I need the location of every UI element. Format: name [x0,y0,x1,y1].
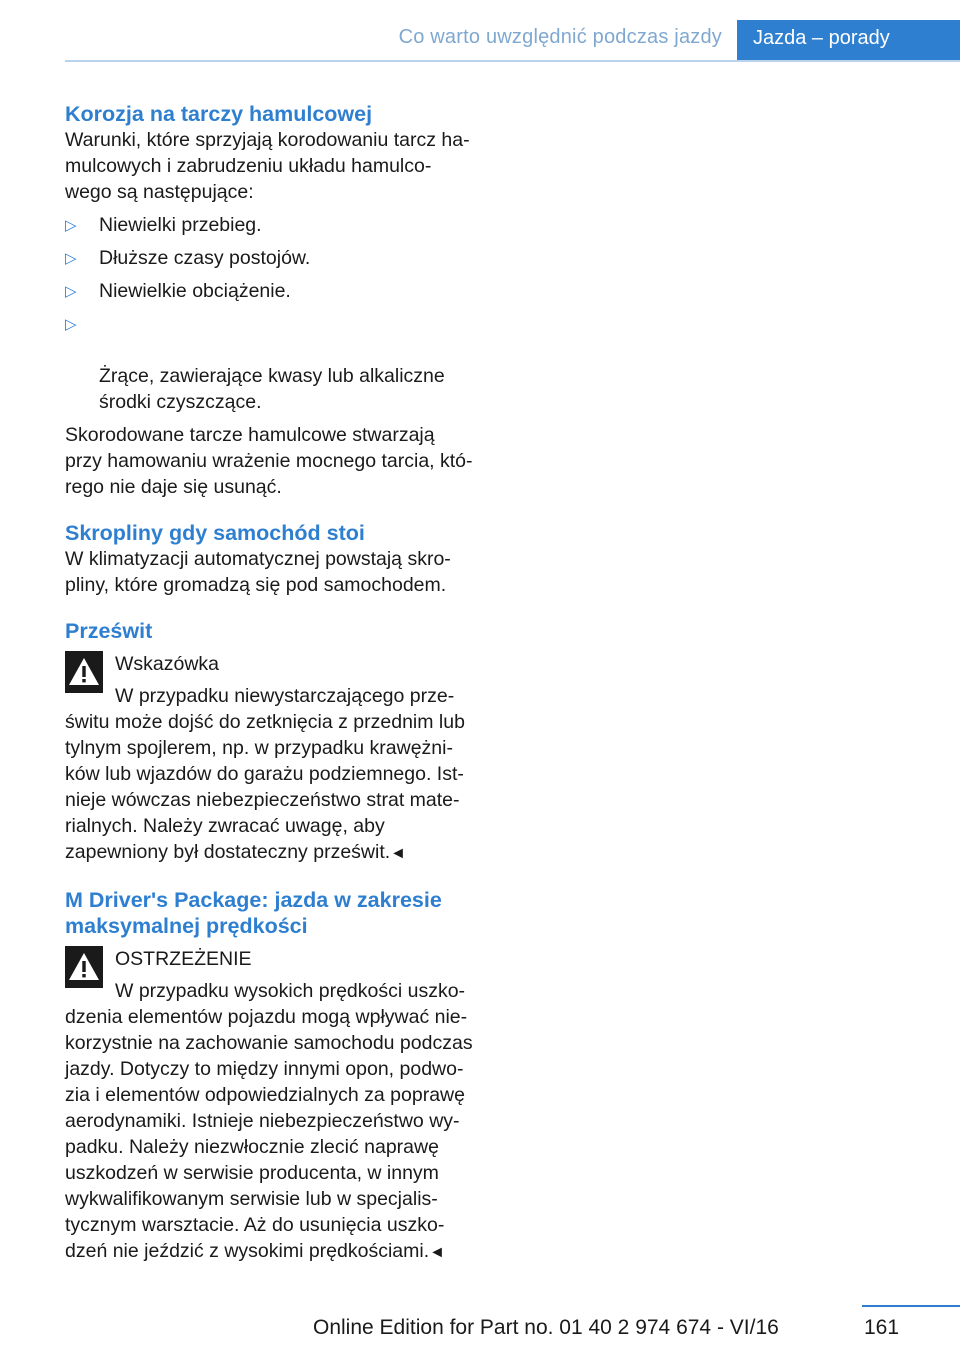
corrosion-conditions-list [65,212,480,415]
end-mark: ◄ [429,1244,445,1261]
clearance-note [65,651,480,867]
note-title: Wskazówka [115,653,220,675]
condensate-text: W klimatyzacji automatycznej powstają skro- pliny, które gromadzą się pod samochodem. [65,548,451,596]
triangle-right-icon: ▷ [65,217,77,234]
warning-triangle-icon [65,651,103,693]
header-divider [65,60,960,62]
page-number: 161 [864,1316,900,1339]
list-item: ▷ Żrące, zawierające kwasy lub alkaliczne środki czyszczące. [65,311,480,415]
warning-first-line: W przypadku wysokich prędkości uszko- [115,980,466,1002]
triangle-right-icon: ▷ [65,250,77,267]
note-text: świtu może dojść do zetknięcia z przednim lub tylnym spojlerem, np. w przypadku krawężni- ków lub wjazdów do garażu podziemnego. Ist- nieje wówczas niebezpieczeństwo strat mate- rialnych. Należy zwracać uwagę, aby zapewniony był dostateczny prześwit.◄ [65,711,465,863]
triangle-right-icon: ▷ [65,316,77,333]
header-section-title: Co warto uwzględnić podczas jazdy [398,26,722,48]
footer-divider [862,1305,960,1307]
heading-brake-disc-corrosion: Korozja na tarczy hamulcowej [65,102,373,126]
list-item: ▷ Niewielki przebieg. [65,212,480,238]
main-content [65,101,480,1266]
heading-ground-clearance: Prześwit [65,619,153,643]
corrosion-intro: Warunki, które sprzyjają korodowaniu tarcz ha- mulcowych i zabrudzeniu układu hamulco- wego są następujące: [65,129,470,203]
end-mark: ◄ [390,845,407,862]
list-item: ▷ Dłuższe czasy postojów. [65,245,480,271]
warning-text: dzenia elementów pojazdu mogą wpływać nie- korzystnie na zachowanie samochodu podczas jazdy. Dotyczy to między innymi opon, podwo- zia i elementów odpowiedzialnych za poprawę aerodynamiki. Istnieje niebezpieczeństwo wy- padku. Należy niezwłocznie zlecić naprawę uszkodzeń w serwisie producenta, w innym wykwalifikowanym serwisie lub w specjalis- tycznym warsztacie. Aż do usunięcia uszko- dzeń nie jeździć z wysokimi prędkościami.◄ [65,1006,473,1262]
chapter-tab [737,20,960,62]
warning-title: OSTRZEŻENIE [115,948,252,970]
triangle-right-icon: ▷ [65,283,77,300]
heading-condensate: Skropliny gdy samochód stoi [65,521,365,545]
corrosion-outro: Skorodowane tarcze hamulcowe stwarzają przy hamowaniu wrażenie mocnego tarcia, któ- rego nie daje się usunąć. [65,424,473,498]
m-drivers-warning [65,946,480,1266]
list-item: ▷ Niewielkie obciążenie. [65,278,480,304]
heading-m-drivers-package: M Driver's Package: jazda w zakresie maksymalnej prędkości [65,888,442,938]
chapter-tab-label: Jazda – porady [753,27,890,49]
edition-info: Online Edition for Part no. 01 40 2 974 674 - VI/16 [313,1316,779,1339]
warning-triangle-icon [65,946,103,988]
note-first-line: W przypadku niewystarczającego prze- [115,685,455,707]
